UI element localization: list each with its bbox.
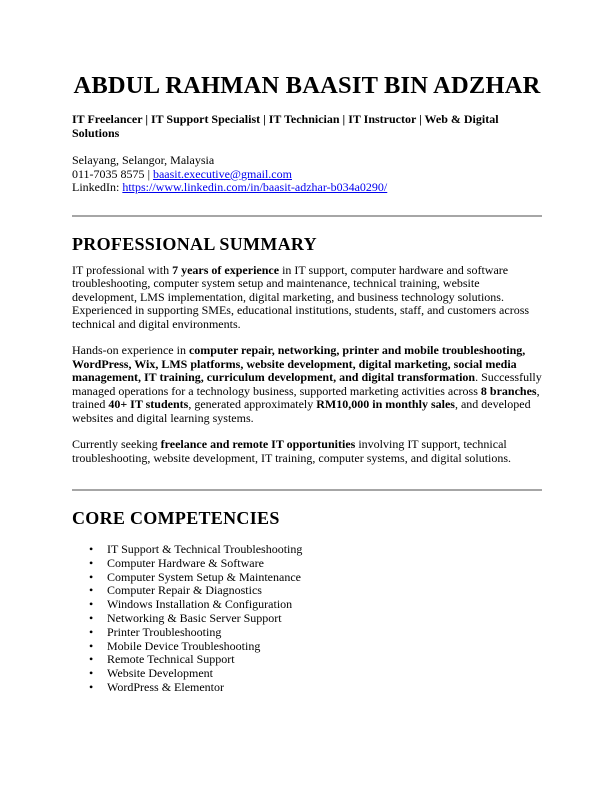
bullet-icon: • <box>89 610 94 625</box>
linkedin-label: LinkedIn: <box>72 180 123 194</box>
bullet-icon: • <box>89 638 94 653</box>
bullet-icon: • <box>89 555 94 570</box>
list-item <box>72 598 542 612</box>
list-item <box>72 557 542 571</box>
competency-label: Computer System Setup & Maintenance <box>107 569 301 584</box>
phone-number: 011-7035 8575 <box>72 166 145 181</box>
bullet-icon: • <box>89 666 94 681</box>
body-text: , trained <box>72 383 540 411</box>
competency-label: Printer Troubleshooting <box>107 624 222 639</box>
summary-heading: PROFESSIONAL SUMMARY <box>72 233 317 254</box>
body-text: IT professional with <box>72 262 173 277</box>
section-divider <box>72 215 542 217</box>
section-divider <box>72 489 542 491</box>
email-link[interactable]: baasit.executive@gmail.com <box>152 166 292 181</box>
bullet-icon: • <box>89 679 94 694</box>
list-item <box>72 612 542 626</box>
emphasis-text: 7 years of experience <box>172 262 280 277</box>
competency-label: Computer Hardware & Software <box>107 555 264 570</box>
list-item <box>72 667 542 681</box>
bullet-icon: • <box>89 569 94 584</box>
contact-separator: | <box>144 166 153 181</box>
body-text: . Successfully managed operations for a technology business, supported marketing activities across <box>72 370 542 398</box>
body-text: Hands-on experience in <box>72 343 189 357</box>
list-item <box>72 653 542 667</box>
body-text: , generated approximately <box>188 397 317 411</box>
list-item <box>72 584 542 598</box>
summary-paragraph-2 <box>72 344 542 425</box>
competency-label: Mobile Device Troubleshooting <box>107 638 261 653</box>
competency-label: Windows Installation & Configuration <box>107 597 293 612</box>
competency-label: Networking & Basic Server Support <box>107 610 282 625</box>
competency-label: Computer Repair & Diagnostics <box>107 583 262 598</box>
body-text: , and developed websites and digital learning systems. <box>72 397 531 425</box>
bullet-icon: • <box>89 624 94 639</box>
emphasis-text: 8 branches <box>480 383 537 398</box>
competency-label: WordPress & Elementor <box>107 679 225 694</box>
competencies-heading: CORE COMPETENCIES <box>72 508 280 528</box>
location-line: Selayang, Selangor, Malaysia <box>72 153 215 167</box>
candidate-name: ABDUL RAHMAN BAASIT BIN ADZHAR <box>73 72 541 99</box>
competencies-list <box>72 543 542 695</box>
emphasis-text: computer repair, networking, printer and mobile troubleshooting, WordPress, Wix, LMS platforms, website development, digital marketing, social media management, IT training, curriculum development, and digital transformation <box>72 343 526 384</box>
list-item <box>72 571 542 585</box>
competency-label: Website Development <box>107 666 214 681</box>
professional-headline: IT Freelancer | IT Support Specialist | IT Technician | IT Instructor | Web & Digital Solutions <box>72 112 499 140</box>
list-item <box>72 543 542 557</box>
summary-paragraph-3 <box>72 438 542 465</box>
body-text: involving IT support, technical troubleshooting, website development, IT training, computer systems, and digital solutions. <box>72 437 512 465</box>
emphasis-text: 40+ IT students <box>108 397 189 411</box>
list-item <box>72 626 542 640</box>
body-text: Currently seeking <box>72 437 161 451</box>
bullet-icon: • <box>89 597 94 612</box>
bullet-icon: • <box>89 542 94 556</box>
contact-block <box>72 154 542 195</box>
body-text: in IT support, computer hardware and software troubleshooting, computer system setup and maintenance, technical training, website development, LMS implementation, digital marketing, and business technology solutions. Experienced in supporting SMEs, educational institutions, students, staff, and customers across technical and digital environments. <box>72 262 530 331</box>
competency-label: IT Support & Technical Troubleshooting <box>107 542 303 556</box>
bullet-icon: • <box>89 652 94 667</box>
list-item <box>72 640 542 654</box>
phone-email-line <box>72 168 542 182</box>
resume-page <box>72 70 542 695</box>
emphasis-text: freelance and remote IT opportunities <box>160 437 356 451</box>
linkedin-link[interactable]: https://www.linkedin.com/in/baasit-adzhar-b034a0290/ <box>122 180 388 194</box>
competency-label: Remote Technical Support <box>107 652 235 667</box>
linkedin-line <box>72 181 542 195</box>
summary-paragraph-1 <box>72 264 542 332</box>
emphasis-text: RM10,000 in monthly sales <box>316 397 455 411</box>
bullet-icon: • <box>89 583 94 598</box>
list-item <box>72 681 542 695</box>
